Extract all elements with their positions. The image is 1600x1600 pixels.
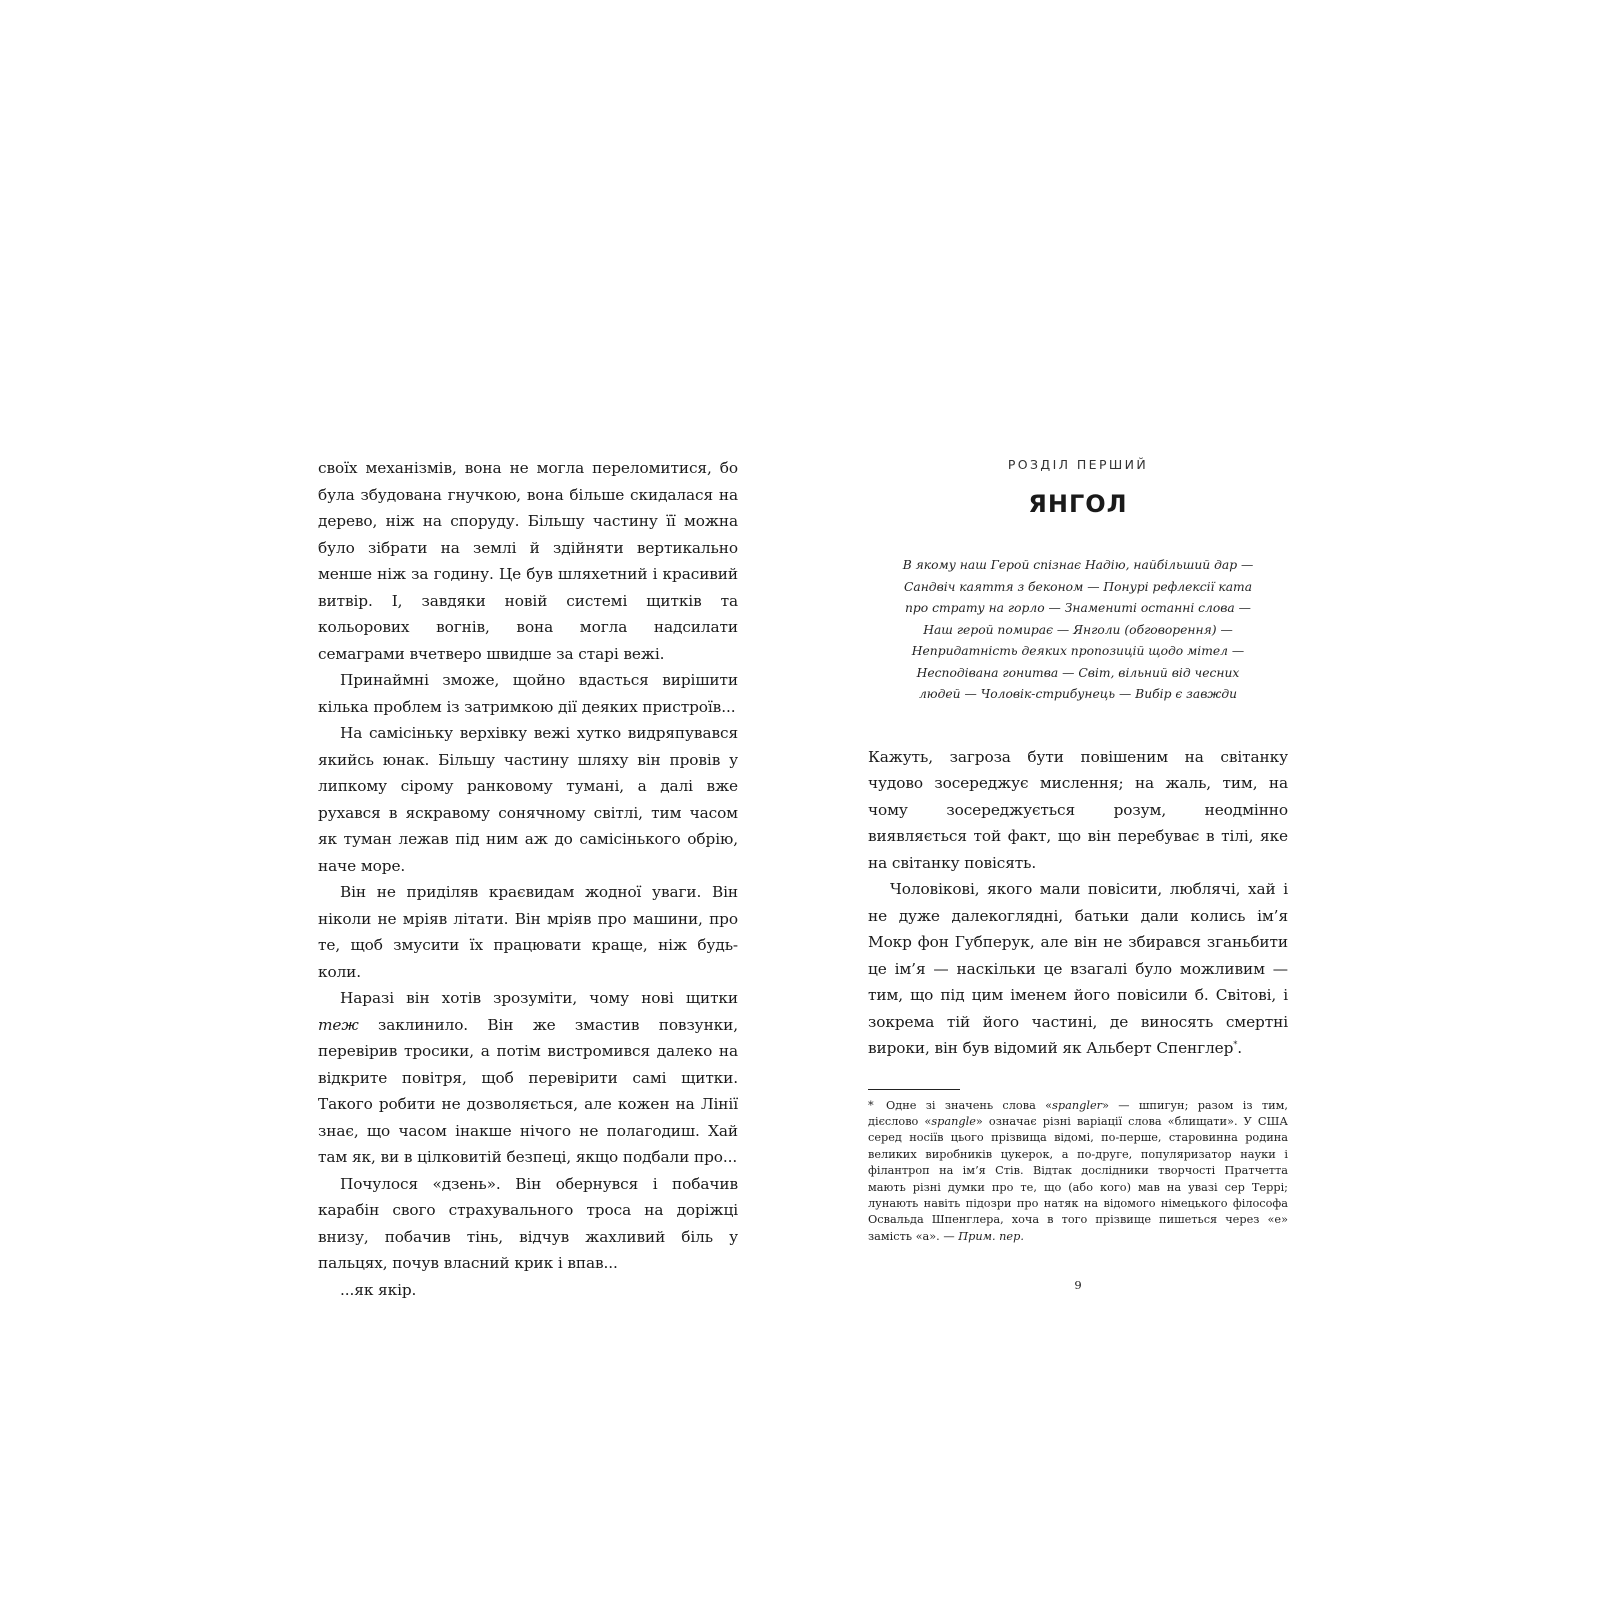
paragraph: Кажуть, загроза бути повішеним на світанку чудово зосереджує мислення; на жаль, тим, на чому зосереджується розум, неодмінно виявляється той факт, що він перебуває в тілі, яке на світанку повісять. bbox=[868, 747, 1288, 872]
footnote-mark: * bbox=[868, 1098, 874, 1112]
paragraph-text: . bbox=[1237, 1039, 1242, 1057]
paragraph-text: Наразі він хотів зрозуміти, чому нові щитки bbox=[340, 989, 738, 1007]
chapter-label: РОЗДІЛ ПЕРШИЙ bbox=[1007, 457, 1149, 472]
footnote bbox=[868, 1098, 1288, 1246]
paragraph-text: заклинило. Він же змастив повзунки, перевірив тросики, а потім вистромився далеко на відкрите повітря, щоб перевірити самі щитки. Такого робити не дозволяється, але кожен на Лінії знає, що часом інакше нічого не полагодиш. Хай там як, ви в цілковитій безпеці, якщо подбали про... bbox=[318, 1015, 738, 1166]
chapter-title: ЯНГОЛ bbox=[1028, 490, 1128, 518]
paragraph-text: Чоловікові, якого мали повісити, люблячі, хай і не дуже далекоглядні, батьки дали колись ім’я Мокр фон Губперук, але він не збирався зганьбити це ім’я — наскільки це взагалі було можливим — тим, що під цим іменем його повісили б. Світові, і зокрема тій його частині, де виносять смертні вироки, він був відомий як Альберт Спенглер bbox=[868, 880, 1288, 1057]
paragraph bbox=[318, 985, 738, 1171]
footnote-credit: Прим. пер. bbox=[958, 1229, 1024, 1243]
right-page bbox=[868, 455, 1288, 1292]
footnote-reference: * bbox=[1233, 1039, 1238, 1049]
paragraph: На самісіньку верхівку вежі хутко видряпувався якийсь юнак. Більшу частину шляху він провів у липкому сірому ранковому тумані, а далі вже рухався в яскравому сонячному світлі, тим часом як туман лежав під ним аж до самісінького обрію, наче море. bbox=[318, 724, 738, 875]
footnote-term: spangle bbox=[931, 1114, 976, 1128]
left-page bbox=[318, 455, 738, 1303]
right-body bbox=[868, 744, 1288, 1062]
paragraph bbox=[868, 876, 1288, 1062]
paragraph: Принаймні зможе, щойно вдасться вирішити кілька проблем із затримкою дії деяких пристроїв... bbox=[318, 671, 738, 716]
chapter-synopsis: В якому наш Герой спізнає Надію, найбільший дар — Сандвіч каяття з беконом — Понурі рефлексії ката про страту на горло — Знамениті останні слова — Наш герой помирає — Янголи (обговорення) — Непридатність деяких пропозицій щодо мітел — Несподівана гонитва — Світ, вільний від чесних людей — Чоловік-стрибунець — Вибір є завжди bbox=[902, 558, 1254, 701]
paragraph: Почулося «дзень». Він обернувся і побачив карабін свого страхувального троса на доріжці внизу, побачив тінь, відчув жахливий біль у пальцях, почув власний крик і впав... bbox=[318, 1174, 738, 1272]
paragraph: Він не приділяв краєвидам жодної уваги. Він ніколи не мріяв літати. Він мріяв про машини, про те, щоб змусити їх працювати краще, ніж будь-коли. bbox=[318, 883, 738, 981]
footnote-text: Одне зі значень слова « bbox=[886, 1098, 1053, 1112]
footnote-text: » — шпигун; разом із тим, дієслово « bbox=[868, 1098, 1288, 1128]
footnote-term: spangler bbox=[1052, 1098, 1103, 1112]
emphasis: теж bbox=[318, 1015, 359, 1034]
page-number: 9 bbox=[1074, 1278, 1082, 1293]
paragraph: своїх механізмів, вона не могла переломитися, бо була збудована гнучкою, вона більше скидалася на дерево, ніж на споруду. Більшу частину її можна було зібрати на землі й здійняти вертикально менше ніж за годину. Це був шляхетний і красивий витвір. І, завдяки новій системі щитків та кольорових вогнів, вона могла надсилати семаграми вчетверо швидше за старі вежі. bbox=[318, 459, 738, 663]
footnote-divider bbox=[868, 1089, 960, 1090]
paragraph: ...як якір. bbox=[340, 1280, 417, 1299]
footnote-text: » означає різні варіації слова «блищати». У США серед носіїв цього прізвища відомі, по-перше, старовинна родина великих виробників цукерок, а по-друге, популяризатор науки і філантроп на ім’я Стів. Відтак дослідники творчості Пратчетта мають різні думки про те, що (або кого) мав на увазі сер Террі; лунають навіть підозри про натяк на відомого німецького філософа Освальда Шпенглера, хоча в того прізвище пишеться через «е» замість «а». — bbox=[868, 1114, 1288, 1243]
